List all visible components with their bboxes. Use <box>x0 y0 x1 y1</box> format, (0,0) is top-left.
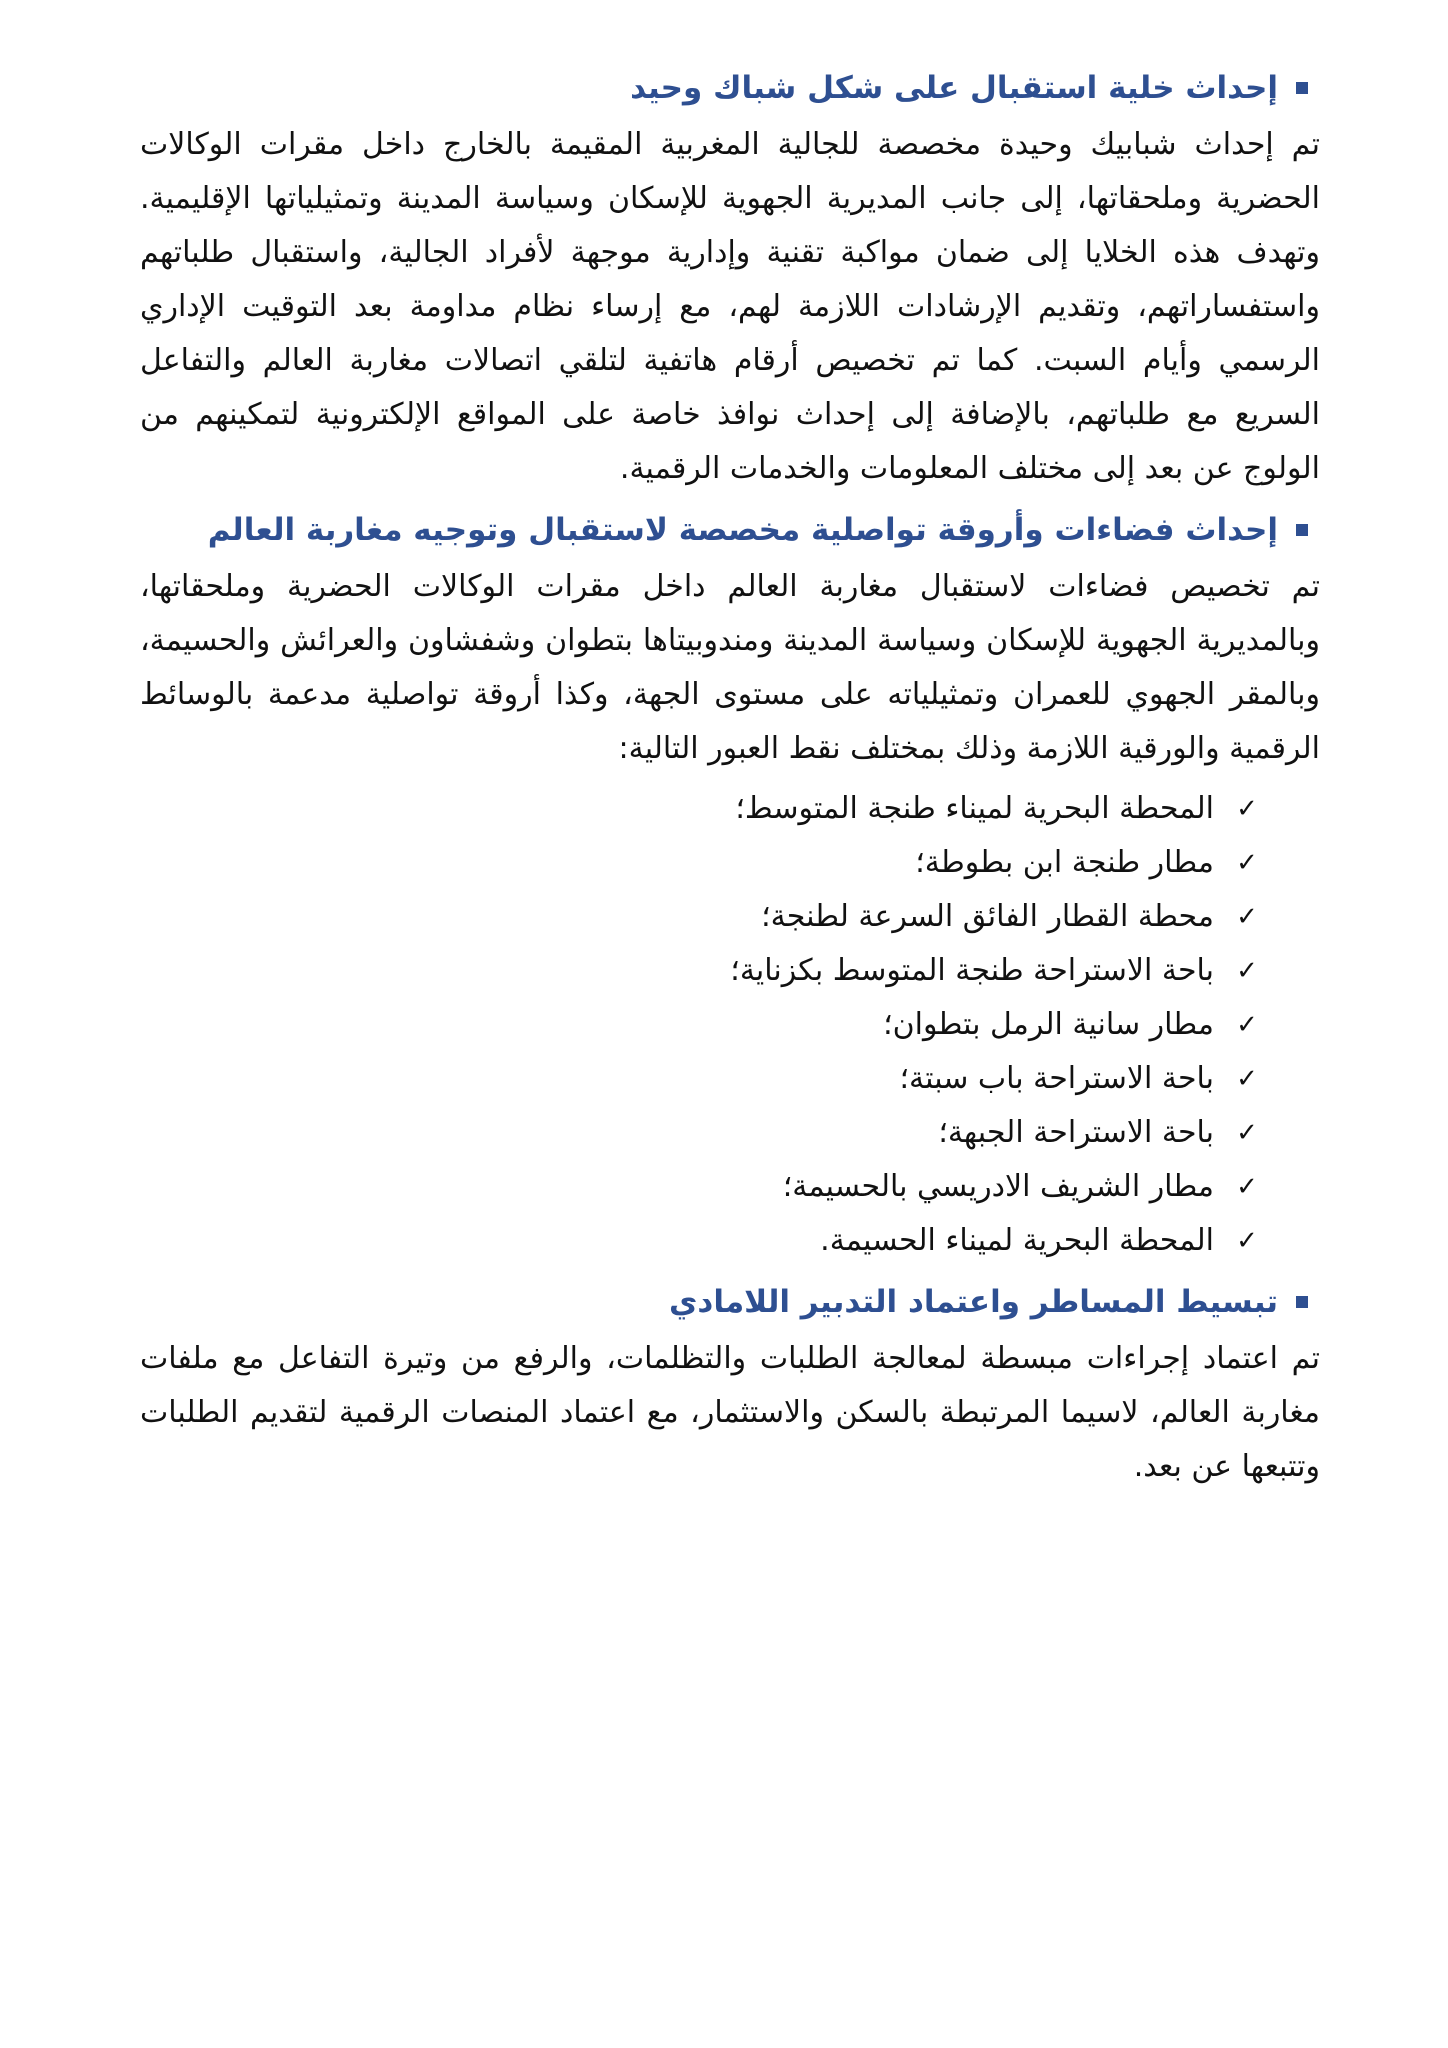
section-heading <box>140 60 1308 116</box>
list-item <box>140 836 1260 890</box>
transit-points-list <box>140 782 1320 1268</box>
checkmark-icon: ✓ <box>1236 1172 1258 1202</box>
section-single-window <box>140 60 1320 496</box>
section-paragraph: تم إحداث شبابيك وحيدة مخصصة للجالية المغربية المقيمة بالخارج داخل مقرات الوكالات الحضرية وملحقاتها، إلى جانب المديرية الجهوية للإسكان وسياسة المدينة وتمثيلياتها الإقليمية. وتهدف هذه الخلايا إلى ضمان مواكبة تقنية وإدارية موجهة لأفراد الجالية، واستقبال طلباتهم واستفساراتهم، وتقديم الإرشادات اللازمة لهم، مع إرساء نظام مداومة بعد التوقيت الإداري الرسمي وأيام السبت. كما تم تخصيص أرقام هاتفية لتلقي اتصالات مغاربة العالم والتفاعل السريع مع طلباتهم، بالإضافة إلى إحداث نوافذ خاصة على المواقع الإلكترونية لتمكينهم من الولوج عن بعد إلى مختلف المعلومات والخدمات الرقمية. <box>140 127 1320 486</box>
list-item-text: باحة الاستراحة طنجة المتوسط بكزناية؛ <box>730 953 1214 988</box>
list-item-text: مطار سانية الرمل بتطوان؛ <box>883 1007 1214 1042</box>
list-item-text: مطار طنجة ابن بطوطة؛ <box>915 845 1214 880</box>
list-item <box>140 998 1260 1052</box>
section-heading-text: إحداث فضاءات وأروقة تواصلية مخصصة لاستقبال وتوجيه مغاربة العالم <box>207 512 1278 548</box>
list-item <box>140 1106 1260 1160</box>
checkmark-icon: ✓ <box>1236 1010 1258 1040</box>
square-bullet-icon <box>1296 524 1308 536</box>
list-item <box>140 890 1260 944</box>
square-bullet-icon <box>1296 1296 1308 1308</box>
checkmark-icon: ✓ <box>1236 1064 1258 1094</box>
list-item <box>140 1160 1260 1214</box>
square-bullet-icon <box>1296 82 1308 94</box>
checkmark-icon: ✓ <box>1236 956 1258 986</box>
list-item-text: المحطة البحرية لميناء الحسيمة. <box>820 1223 1214 1258</box>
list-item-text: باحة الاستراحة الجبهة؛ <box>938 1115 1214 1150</box>
section-paragraph: تم تخصيص فضاءات لاستقبال مغاربة العالم داخل مقرات الوكالات الحضرية وملحقاتها، وبالمديرية الجهوية للإسكان وسياسة المدينة ومندوبيتاها بتطوان وشفشاون والعرائش والحسيمة، وبالمقر الجهوي للعمران وتمثيلياته على مستوى الجهة، وكذا أروقة تواصلية مدعمة بالوسائط الرقمية والورقية اللازمة وذلك بمختلف نقط العبور التالية: <box>140 569 1320 766</box>
section-heading-text: إحداث خلية استقبال على شكل شباك وحيد <box>630 70 1278 106</box>
list-item <box>140 782 1260 836</box>
list-item-text: محطة القطار الفائق السرعة لطنجة؛ <box>761 899 1214 934</box>
list-item <box>140 1052 1260 1106</box>
checkmark-icon: ✓ <box>1236 794 1258 824</box>
section-heading <box>140 1274 1308 1330</box>
section-reception-spaces <box>140 502 1320 1268</box>
list-item <box>140 1214 1260 1268</box>
list-item-text: باحة الاستراحة باب سبتة؛ <box>899 1061 1214 1096</box>
section-heading-text: تبسيط المساطر واعتماد التدبير اللامادي <box>669 1284 1278 1320</box>
checkmark-icon: ✓ <box>1236 1226 1258 1256</box>
section-simplified-procedures <box>140 1274 1320 1494</box>
checkmark-icon: ✓ <box>1236 1118 1258 1148</box>
checkmark-icon: ✓ <box>1236 902 1258 932</box>
section-paragraph: تم اعتماد إجراءات مبسطة لمعالجة الطلبات والتظلمات، والرفع من وتيرة التفاعل مع ملفات مغاربة العالم، لاسيما المرتبطة بالسكن والاستثمار، مع اعتماد المنصات الرقمية لتقديم الطلبات وتتبعها عن بعد. <box>140 1341 1320 1484</box>
list-item-text: المحطة البحرية لميناء طنجة المتوسط؛ <box>735 791 1214 826</box>
checkmark-icon: ✓ <box>1236 848 1258 878</box>
list-item <box>140 944 1260 998</box>
document-page <box>140 60 1320 1500</box>
list-item-text: مطار الشريف الادريسي بالحسيمة؛ <box>782 1169 1214 1204</box>
section-heading <box>140 502 1308 558</box>
